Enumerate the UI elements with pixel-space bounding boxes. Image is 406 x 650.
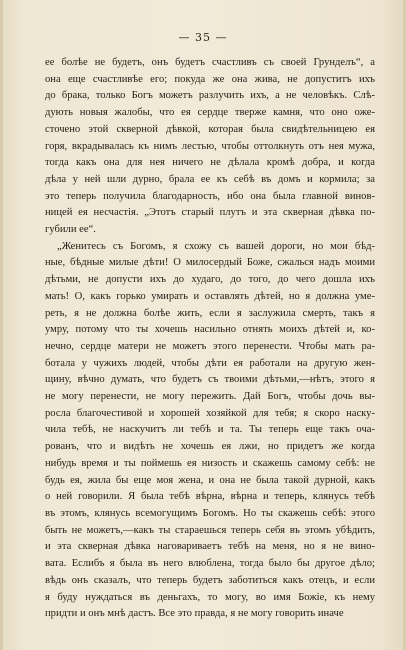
text-line: реть, я не должна болѣе жить, если я заслужила смерть, такъ я [45, 307, 375, 319]
text-line: сточено этой скверной дѣвкой, которая была свидѣтельницею ея [45, 123, 375, 135]
text-line: дують новыя жалобы, что ея сердце тверже камня, что оно оже- [45, 107, 375, 119]
text-line: это теперь получила благодарность, ибо она была главной винов- [45, 190, 375, 202]
text-line: ницей ея несчастія. „Этотъ старый плутъ и эта скверная дѣвка по- [45, 207, 375, 219]
text-line: дѣла у ней шли дурно, брала ее къ себѣ въ домъ и кормила; за [45, 173, 375, 185]
text-line: губили ее“. [45, 224, 96, 236]
text-line: вѣдь онъ сказалъ, что теперь будетъ заботиться какъ отецъ, и если [45, 574, 375, 586]
text-line: дѣтьми, не допусти ихъ до худаго, до того, до чего дошла ихъ [45, 274, 375, 286]
body-text [45, 55, 375, 623]
text-line: росла благочестивой и хорошей хозяйкой для тебя; я скоро наску- [45, 407, 375, 419]
text-line: ные, бѣдные милые дѣти! О милосердый Боже, сжалься надъ моими [45, 257, 375, 269]
text-line: чила тебѣ, не наскучитъ ли тебѣ и та. Ты теперь еще такъ оча- [45, 424, 375, 436]
text-line: горя, вкрадывалась къ нимъ лестью, чтобы оттолкнуть отъ нея мужа, [45, 140, 375, 152]
text-line: ботала у чужихъ людей, чтобы дѣти ея работали на другую жен- [45, 357, 375, 369]
text-line: придти и онъ мнѣ дастъ. Все это правда, я не могу говорить иначе [45, 608, 344, 620]
text-line: быть не можетъ,—какъ ты стараешься теперь себя въ этомъ убѣдить, [45, 524, 375, 536]
text-line: рованъ, что и видѣть не хочешь ея лжи, но придетъ же когда [45, 441, 375, 453]
text-line: въ этомъ, клянусь всемогущимъ Богомъ. Но ты скажешь себѣ: этого [45, 507, 375, 519]
text-line: до брака, только Богъ можетъ разлучить ихъ, а не человѣкъ. Слѣ- [45, 90, 375, 102]
text-line: будь ея, жила бы еще моя жена, и она не была такой дурной, какъ [45, 474, 375, 486]
text-line: вата. Еслибъ я была въ него влюблена, тогда было бы другое дѣло; [45, 558, 375, 570]
left-scan-edge [0, 0, 3, 650]
text-line: нибудь время и ты поймешь ея низость и скажешь самому себѣ: не [45, 457, 375, 469]
text-line: она еще счастливѣе его; покуда же она жива, не допуститъ ихъ [45, 73, 375, 85]
text-line: щину, вѣчно думать, что будетъ съ твоими дѣтьми,—нѣтъ, этого я [45, 374, 375, 386]
text-line: о ней говорили. Я была тебѣ вѣрна, вѣрна и теперь, клянусь тебѣ [45, 491, 375, 503]
text-line: тогда какъ она для нея ничего не дѣлала кромѣ добра, и когда [45, 157, 375, 169]
text-line: я буду нуждаться въ деньгахъ, то могу, во имя Божіе, къ нему [45, 591, 375, 603]
text-line: умру, потому что ты хочешь насильно отнять моихъ дѣтей и, ко- [45, 324, 375, 336]
text-line: мать! О, какъ горько умирать и оставлять дѣтей, но я должна уме- [45, 290, 375, 302]
text-line: „Женитесь съ Богомъ, я схожу съ вашей дороги, но мои бѣд- [57, 240, 375, 252]
text-line: ее болѣе не будетъ, онъ будетъ счастливъ съ своей Грунделъ“, а [45, 57, 375, 68]
page-number: — 35 — [178, 31, 228, 44]
text-line: нечно, сердце матери не можетъ этого перенести. Чтобы мать ра- [45, 340, 375, 352]
text-line: не могу перенести, не могу пережить. Дай Богъ, чтобы дочь вы- [45, 391, 375, 403]
text-line: и эта скверная дѣвка наговариваетъ тебѣ на меня, но я не вино- [45, 541, 375, 553]
